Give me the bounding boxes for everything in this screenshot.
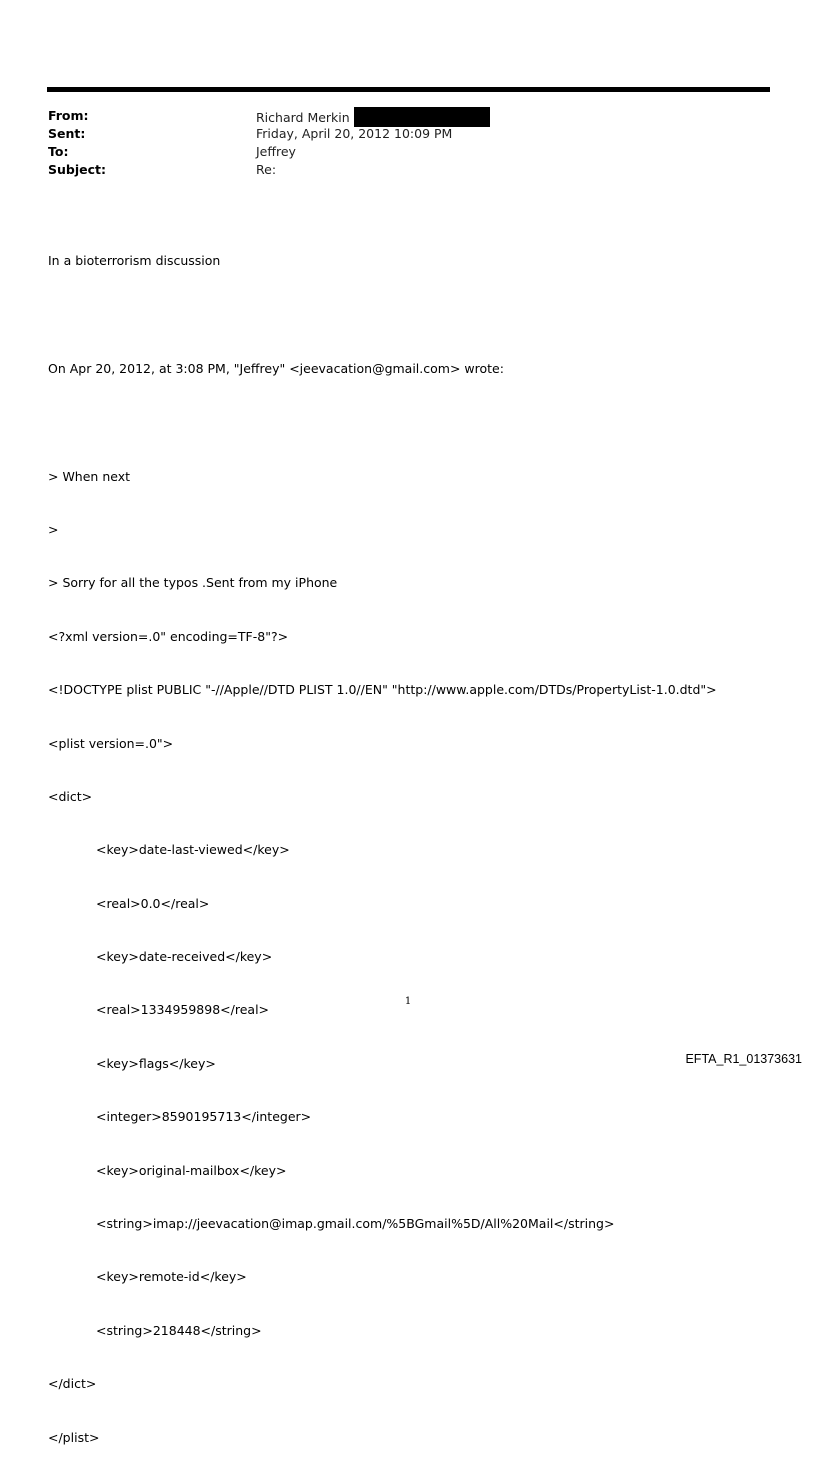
xml-indented-line: <key>flags</key> [96, 1055, 216, 1071]
from-value [256, 107, 490, 125]
reply-text: In a bioterrorism discussion [48, 252, 221, 268]
subject-value: Re: [256, 162, 277, 177]
xml-closing-line: </plist> [48, 1429, 100, 1445]
from-label: From: [48, 108, 89, 123]
header-divider [47, 87, 770, 92]
xml-indented-line: <string>imap://jeevacation@imap.gmail.com/%5BGmail%5D/All%20Mail</string> [96, 1216, 615, 1232]
quoted-line: > Sorry for all the typos .Sent from my iPhone [48, 575, 338, 591]
xml-indented-line: <real>0.0</real> [96, 895, 210, 911]
sender-name: Richard Merkin [256, 110, 350, 125]
xml-line: <plist version=.0"> [48, 735, 174, 751]
sent-row [48, 125, 490, 143]
xml-indented-line: <key>date-received</key> [96, 949, 273, 965]
to-label: To: [48, 144, 69, 159]
email-header [48, 107, 490, 179]
xml-line: <?xml version=.0" encoding=TF-8"?> [48, 628, 289, 644]
email-body [48, 216, 717, 1464]
quoted-line: > [48, 521, 59, 537]
xml-indented-line: <key>original-mailbox</key> [96, 1162, 287, 1178]
sent-value: Friday, April 20, 2012 10:09 PM [256, 126, 453, 141]
redaction-block [354, 107, 490, 127]
to-row [48, 143, 490, 161]
bates-number: EFTA_R1_01373631 [685, 1052, 802, 1066]
xml-line: <dict> [48, 788, 93, 804]
from-row [48, 107, 490, 125]
xml-indented-line: <integer>8590195713</integer> [96, 1109, 312, 1125]
xml-closing-line: </dict> [48, 1376, 97, 1392]
sent-label: Sent: [48, 126, 86, 141]
to-value: Jeffrey [256, 144, 296, 159]
xml-indented-line: <key>date-last-viewed</key> [96, 842, 290, 858]
quote-intro: On Apr 20, 2012, at 3:08 PM, "Jeffrey" <jeevacation@gmail.com> wrote: [48, 360, 504, 376]
subject-label: Subject: [48, 162, 106, 177]
xml-indented-line: <real>1334959898</real> [96, 1002, 270, 1018]
subject-row [48, 161, 490, 179]
xml-line: <!DOCTYPE plist PUBLIC "-//Apple//DTD PLIST 1.0//EN" "http://www.apple.com/DTDs/PropertyList-1.0.dtd"> [48, 682, 717, 698]
xml-indented-line: <string>218448</string> [96, 1322, 262, 1338]
quoted-line: > When next [48, 468, 131, 484]
xml-indented-line: <key>remote-id</key> [96, 1269, 247, 1285]
page-number: 1 [404, 996, 412, 1007]
